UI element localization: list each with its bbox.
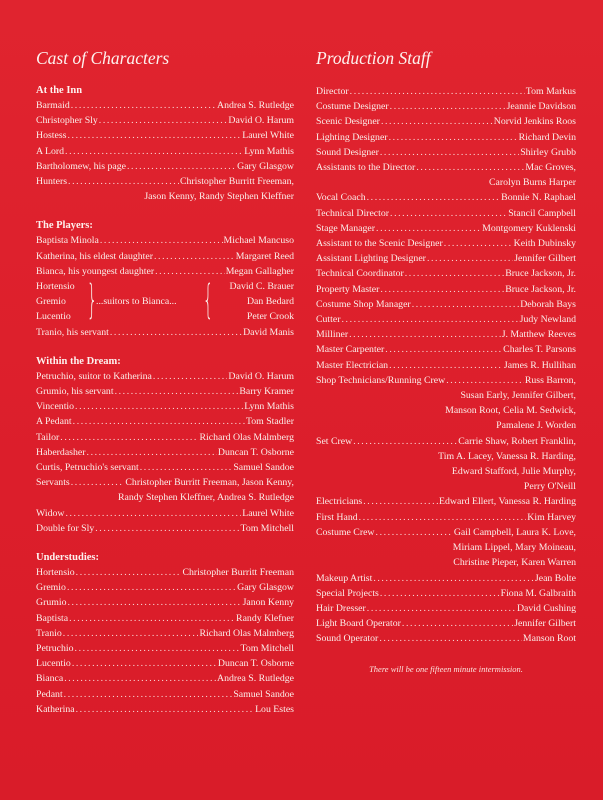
role-name: Scenic Designer — [316, 116, 380, 128]
person-name: Richard Olas Malmberg — [199, 627, 294, 639]
role-name: Tranio, his servant — [36, 326, 109, 338]
credit-row — [316, 130, 576, 145]
role-name: Tranio — [36, 627, 62, 639]
role-name: Vocal Coach — [316, 192, 366, 204]
credit-row — [36, 671, 294, 686]
person-name: Tom Markus — [525, 86, 576, 97]
dot-leader — [405, 266, 505, 281]
role-name: Master Carpenter — [316, 344, 385, 356]
person-name: Christopher Burritt Freeman — [182, 567, 294, 579]
role-name: Special Projects — [316, 587, 379, 599]
dot-leader — [380, 145, 519, 160]
dot-leader — [153, 369, 228, 384]
dot-leader — [75, 641, 240, 656]
credit-row — [36, 113, 294, 128]
dot-leader — [95, 521, 239, 536]
credit-row — [36, 399, 294, 414]
dot-leader — [76, 702, 254, 717]
role-name: Vincentio — [36, 401, 75, 413]
credit-row — [316, 145, 576, 160]
dot-leader — [99, 113, 228, 128]
credit-row — [316, 221, 576, 236]
credit-row — [36, 687, 294, 702]
person-name: Tom Mitchell — [240, 643, 294, 655]
role-name: Costume Designer — [316, 101, 389, 113]
right-brace: { — [203, 277, 214, 324]
person-name: Russ Barron, — [524, 374, 576, 386]
person-name: Margaret Reed — [235, 250, 294, 262]
person-name: Jeannie Davidson — [506, 101, 576, 113]
role-name: Sound Designer — [316, 146, 379, 158]
dot-leader — [67, 580, 236, 595]
person-name-continued: Christine Pieper, Karen Warren — [453, 557, 576, 569]
person-name: Tom Stadler — [245, 416, 294, 428]
role-name: Baptista Minola — [36, 235, 99, 247]
person-name: Keith Dubinsky — [513, 238, 576, 250]
person-name: Bruce Jackson, Jr. — [505, 283, 576, 295]
person-name: Andrea S. Rutledge — [217, 673, 294, 685]
credit-row — [36, 580, 294, 595]
section-heading-understudies: Understudies: — [36, 552, 100, 564]
staff-title: Production Staff — [316, 48, 431, 68]
person-name: Shirley Grubb — [520, 146, 576, 158]
credit-row — [316, 114, 576, 129]
role-name: Christopher Sly — [36, 115, 98, 127]
dot-leader — [353, 434, 457, 449]
credit-row — [316, 327, 576, 342]
person-name: Lynn Mathis — [244, 145, 294, 157]
dot-leader — [376, 221, 481, 236]
person-name: Deborah Bays — [520, 298, 576, 310]
players-list-after — [36, 325, 294, 340]
credit-row — [316, 342, 576, 357]
person-name: Norvid Jenkins Roos — [493, 116, 576, 128]
role-name: Assistants to the Director — [316, 162, 416, 174]
dot-leader — [155, 264, 225, 279]
dot-leader — [416, 160, 524, 175]
role-name: A Lord — [36, 145, 65, 157]
credit-row — [36, 430, 294, 445]
role-name: Assistant to the Scenic Designer — [316, 238, 443, 250]
person-name: Kim Harvey — [527, 511, 576, 523]
dot-leader — [385, 342, 502, 357]
person-name: Duncan T. Osborne — [217, 658, 294, 670]
credit-row — [36, 174, 294, 189]
role-name: Bartholomew, his page — [36, 160, 126, 172]
dot-leader — [65, 144, 243, 159]
person-name: Jean Bolte — [534, 572, 576, 584]
credit-row — [36, 641, 294, 656]
cast-column — [36, 44, 294, 717]
dot-leader — [71, 475, 125, 490]
role-name: Lucentio — [36, 311, 71, 323]
role-name: Hostess — [36, 130, 67, 142]
credit-row — [36, 656, 294, 671]
credit-row — [36, 249, 294, 264]
person-name: Gail Campbell, Laura K. Love, — [453, 526, 576, 538]
dot-leader — [376, 525, 453, 540]
credit-row — [316, 494, 576, 509]
person-name: Janon Kenny — [242, 597, 294, 609]
credit-row — [36, 233, 294, 248]
credit-row — [316, 206, 576, 221]
dot-leader — [115, 384, 239, 399]
role-name: Tailor — [36, 431, 60, 443]
credit-row — [316, 631, 576, 646]
person-name: Richard Devin — [518, 131, 576, 143]
role-name: Hair Dresser — [316, 602, 366, 614]
role-name: Katherina, his eldest daughter — [36, 250, 153, 262]
role-name: Haberdasher — [36, 446, 86, 458]
left-brace: } — [87, 277, 98, 324]
inn-list — [36, 98, 294, 204]
dot-leader — [72, 656, 217, 671]
credit-row — [36, 460, 294, 475]
role-name: Lucentio — [36, 658, 71, 670]
role-name: Petruchio — [36, 643, 74, 655]
dot-leader — [402, 616, 513, 631]
credit-row — [36, 369, 294, 384]
person-name: Bruce Jackson, Jr. — [505, 268, 576, 280]
credit-row — [36, 521, 294, 536]
role-name: Petruchio, suitor to Katherina — [36, 370, 152, 382]
role-name: Master Electrician — [316, 359, 389, 371]
dot-leader — [363, 494, 438, 509]
cast-title: Cast of Characters — [36, 48, 170, 68]
suitors-label: ...suitors to Bianca... — [96, 296, 177, 308]
suitors-group — [36, 279, 294, 325]
person-name-continued: Miriam Lippel, Mary Moineau, — [452, 542, 576, 554]
person-name: Manson Root — [522, 633, 576, 645]
person-name: Richard Olas Malmberg — [199, 431, 294, 443]
credit-row — [316, 282, 576, 297]
understudies-list — [36, 565, 294, 717]
dot-leader — [110, 325, 242, 340]
credit-row — [36, 611, 294, 626]
dot-leader — [60, 430, 198, 445]
person-name: Edward Ellert, Vanessa R. Harding — [439, 496, 576, 508]
dream-list — [36, 369, 294, 536]
role-name: Pedant — [36, 688, 63, 700]
dot-leader — [390, 206, 507, 221]
role-name: Grumio — [36, 597, 67, 609]
credit-row — [36, 325, 294, 340]
person-name: Samuel Sandoe — [233, 462, 294, 474]
person-name-continued: Pamalene J. Worden — [496, 420, 576, 432]
role-name: Bianca — [36, 673, 64, 685]
dot-leader — [380, 282, 504, 297]
role-name: Cutter — [316, 314, 341, 326]
person-name: Judy Newland — [519, 314, 576, 326]
credit-row — [316, 358, 576, 373]
credit-row — [316, 84, 576, 99]
person-name-continued: Susan Early, Jennifer Gilbert, — [460, 390, 576, 402]
role-name: Costume Crew — [316, 526, 375, 538]
credit-row — [316, 510, 576, 525]
person-name: David C. Brauer — [229, 281, 294, 293]
dot-leader — [75, 399, 243, 414]
credit-row — [316, 525, 576, 540]
role-name: Hortensio — [36, 281, 75, 293]
role-name: Makeup Artist — [316, 572, 373, 584]
role-name: Technical Coordinator — [316, 268, 404, 280]
dot-leader — [342, 312, 519, 327]
dot-leader — [349, 327, 501, 342]
role-name: Hortensio — [36, 567, 75, 579]
person-name-continued: Manson Root, Celia M. Sedwick, — [445, 405, 576, 417]
person-name: David Manis — [243, 326, 294, 338]
role-name: First Hand — [316, 511, 358, 523]
role-name: Grumio, his servant — [36, 386, 114, 398]
person-name: Gary Glasgow — [237, 160, 294, 172]
role-name: Double for Sly — [36, 522, 95, 534]
dot-leader — [100, 233, 223, 248]
credit-row — [316, 236, 576, 251]
role-name: Bianca, his youngest daughter — [36, 265, 155, 277]
role-name: Property Master — [316, 283, 380, 295]
dot-leader — [389, 358, 503, 373]
dot-leader — [350, 84, 525, 99]
person-name: Charles T. Parsons — [503, 344, 576, 356]
dot-leader — [65, 506, 241, 521]
person-name: Peter Crook — [246, 311, 294, 323]
role-name: Gremio — [36, 296, 66, 308]
person-name: James R. Hullihan — [503, 359, 576, 371]
role-name: Set Crew — [316, 435, 353, 447]
credit-row — [316, 312, 576, 327]
credit-row — [36, 144, 294, 159]
dot-leader — [390, 99, 506, 114]
dot-leader — [379, 631, 522, 646]
role-name: A Pedant — [36, 416, 72, 428]
intermission-note: There will be one fifteen minute intermission. — [369, 663, 523, 674]
person-name: Stancil Campbell — [508, 207, 576, 219]
person-name: Gary Glasgow — [237, 582, 294, 594]
credit-row — [36, 128, 294, 143]
credit-row — [316, 571, 576, 586]
dot-leader — [367, 190, 501, 205]
role-name: Technical Director — [316, 207, 390, 219]
role-name: Milliner — [316, 329, 349, 341]
dot-leader — [140, 460, 233, 475]
credit-row — [316, 190, 576, 205]
role-name: Katherina — [36, 703, 75, 715]
dot-leader — [381, 114, 493, 129]
dot-leader — [446, 373, 524, 388]
dot-leader — [373, 571, 534, 586]
role-name: Light Board Operator — [316, 618, 401, 630]
person-name: Randy Klefner — [236, 612, 294, 624]
dot-leader — [73, 414, 245, 429]
players-list — [36, 233, 294, 279]
person-name: Christopher Burritt Freeman, — [179, 176, 294, 188]
person-name: David O. Harum — [228, 370, 294, 382]
suitor-roles — [36, 279, 75, 325]
dot-leader — [67, 595, 241, 610]
person-name: Christopher Burritt Freeman, Jason Kenny, — [125, 477, 294, 489]
person-name: David Cushing — [516, 602, 576, 614]
dot-leader — [367, 601, 516, 616]
credit-row — [36, 565, 294, 580]
credit-row — [36, 414, 294, 429]
person-name: J. Matthew Reeves — [501, 329, 576, 341]
role-name: Lighting Designer — [316, 131, 388, 143]
credit-row — [316, 586, 576, 601]
role-name: Barmaid — [36, 100, 70, 111]
person-name: Fiona M. Galbraith — [500, 587, 576, 599]
credit-row — [36, 264, 294, 279]
credit-row — [36, 626, 294, 641]
section-heading-inn: At the Inn — [36, 85, 83, 96]
staff-list — [316, 84, 576, 647]
credit-row — [36, 384, 294, 399]
section-heading-dream: Within the Dream: — [36, 355, 121, 367]
credit-row — [316, 251, 576, 266]
person-name: Samuel Sandoe — [233, 688, 294, 700]
role-name: Hunters — [36, 176, 68, 188]
role-name: Servants — [36, 477, 70, 489]
person-name: Bonnie N. Raphael — [501, 192, 576, 204]
dot-leader — [389, 130, 518, 145]
credit-row — [316, 601, 576, 616]
dot-leader — [68, 174, 179, 189]
person-name: David O. Harum — [228, 115, 294, 127]
person-name: Laurel White — [242, 130, 294, 142]
person-name: Megan Gallagher — [225, 265, 294, 277]
dot-leader — [71, 98, 216, 113]
role-name: Widow — [36, 507, 65, 519]
person-name: Michael Mancuso — [223, 235, 294, 247]
role-name: Curtis, Petruchio's servant — [36, 462, 139, 474]
staff-column — [316, 44, 576, 675]
dot-leader — [412, 297, 520, 312]
dot-leader — [64, 671, 216, 686]
role-name: Shop Technicians/Running Crew — [316, 374, 446, 386]
person-name: Lou Estes — [255, 703, 294, 715]
credit-row — [36, 506, 294, 521]
dot-leader — [64, 687, 233, 702]
dot-leader — [154, 249, 235, 264]
credit-row — [316, 99, 576, 114]
role-name: Costume Shop Manager — [316, 298, 411, 310]
person-name: Laurel White — [242, 507, 294, 519]
person-name-continued: Jason Kenny, Randy Stephen Kleffner — [144, 191, 294, 203]
credit-row — [36, 98, 294, 113]
person-name: Andrea S. Rutledge — [217, 100, 294, 111]
dot-leader — [76, 565, 182, 580]
role-name: Baptista — [36, 612, 69, 624]
person-name: Tom Mitchell — [240, 522, 294, 534]
role-name: Sound Operator — [316, 633, 379, 645]
person-name-continued: Randy Stephen Kleffner, Andrea S. Rutledge — [117, 492, 294, 504]
person-name: Lynn Mathis — [244, 401, 294, 413]
dot-leader — [67, 128, 241, 143]
dot-leader — [359, 510, 527, 525]
person-name-continued: Edward Stafford, Julie Murphy, — [451, 466, 576, 478]
dot-leader — [63, 626, 199, 641]
person-name: Barry Kramer — [239, 386, 294, 398]
role-name: Electricians — [316, 496, 363, 508]
credit-row — [36, 595, 294, 610]
person-name: Mac Groves, — [525, 162, 576, 174]
role-name: Gremio — [36, 582, 66, 594]
person-name: Montgomery Kuklenski — [482, 222, 576, 234]
dot-leader — [127, 159, 236, 174]
credit-row — [316, 434, 576, 449]
credit-row — [316, 373, 576, 388]
credit-row — [36, 702, 294, 717]
dot-leader — [444, 236, 513, 251]
suitor-actors — [230, 279, 294, 325]
person-name-continued: Carolyn Burns Harper — [488, 177, 576, 189]
credit-row — [36, 445, 294, 460]
person-name: Carrie Shaw, Robert Franklin, — [458, 435, 576, 447]
credit-row — [316, 160, 576, 175]
person-name: Dan Bedard — [246, 296, 294, 308]
role-name: Assistant Lighting Designer — [316, 253, 426, 265]
person-name: Jennifer Gilbert — [514, 253, 576, 265]
credit-row — [36, 475, 294, 490]
role-name: Director — [316, 86, 349, 97]
person-name: Duncan T. Osborne — [217, 446, 294, 458]
dot-leader — [87, 445, 217, 460]
credit-row — [316, 616, 576, 631]
person-name: Jennifer Gilbert — [514, 618, 576, 630]
dot-leader — [69, 611, 235, 626]
person-name-continued: Perry O'Neill — [523, 481, 576, 493]
credit-row — [36, 159, 294, 174]
dot-leader — [380, 586, 500, 601]
role-name: Stage Manager — [316, 222, 376, 234]
dot-leader — [427, 251, 513, 266]
section-heading-players: The Players: — [36, 220, 93, 232]
person-name-continued: Tim A. Lacey, Vanessa R. Harding, — [438, 450, 576, 462]
credit-row — [316, 266, 576, 281]
credit-row — [316, 297, 576, 312]
